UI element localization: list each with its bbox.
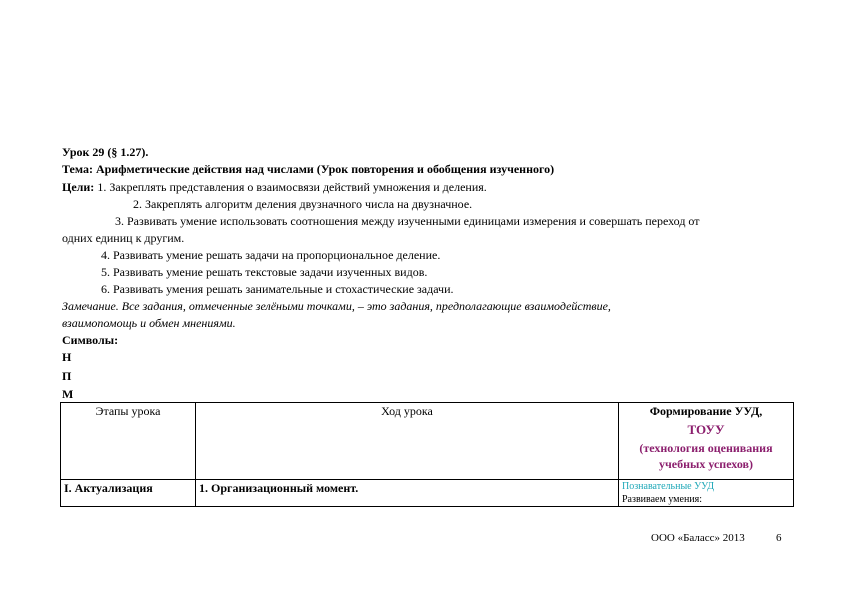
header-course-text: Ход урока — [381, 404, 433, 418]
symbol-p: П — [62, 369, 72, 383]
goal-3-line-2: одних единиц к другим. — [62, 231, 185, 245]
goal-2: 2. Закреплять алгоритм деления двузначного числа на двузначное. — [133, 197, 473, 211]
goals-label: Цели: — [62, 180, 95, 194]
lesson-topic — [62, 162, 554, 176]
symbol-m: М — [62, 387, 74, 401]
row1-stage: I. Актуализация — [61, 480, 196, 507]
header-uud-title: Формирование УУД, — [649, 404, 763, 418]
row1-course: 1. Организационный момент. — [196, 480, 619, 507]
goal-5: 5. Развивать умение решать текстовые задачи изученных видов. — [101, 265, 428, 279]
footer-publisher: ООО «Баласс» 2013 — [651, 532, 745, 544]
header-uud — [619, 403, 794, 480]
symbols-label: Символы: — [62, 333, 119, 347]
table-header-row — [61, 403, 794, 480]
topic-text: Арифметические действия над числами (Урок повторения и обобщения изученного) — [92, 162, 555, 176]
topic-label: Тема: — [62, 162, 93, 176]
symbol-n: Н — [62, 350, 72, 364]
goal-4: 4. Развивать умение решать задачи на пропорциональное деление. — [101, 248, 441, 262]
footer-page-number: 6 — [776, 532, 782, 544]
lesson-goals — [62, 180, 487, 194]
note-line-2: взаимопомощь и обмен мнениями. — [62, 316, 236, 330]
row1-develop: Развиваем умения: — [622, 494, 703, 505]
table-row — [61, 480, 794, 507]
header-tech: (технология оценивания учебных успехов) — [639, 441, 773, 471]
lesson-title: Урок 29 (§ 1.27). — [62, 145, 149, 159]
lesson-table — [60, 402, 794, 507]
row1-uud — [619, 480, 794, 507]
header-touu: ТОУУ — [687, 422, 725, 437]
row1-uud-type: Познавательные УУД — [622, 481, 715, 492]
header-stages — [61, 403, 196, 480]
goal-3-line-1: 3. Развивать умение использовать соотношения между изученными единицами измерения и совершать переход от — [115, 214, 700, 228]
goal-6: 6. Развивать умения решать занимательные и стохастические задачи. — [101, 282, 454, 296]
header-course — [196, 403, 619, 480]
note-line-1: Замечание. Все задания, отмеченные зелёными точками, – это задания, предполагающие взаимодействие, — [62, 299, 611, 313]
header-stages-text: Этапы урока — [95, 404, 161, 418]
goal-1: 1. Закреплять представления о взаимосвязи действий умножения и деления. — [94, 180, 487, 194]
